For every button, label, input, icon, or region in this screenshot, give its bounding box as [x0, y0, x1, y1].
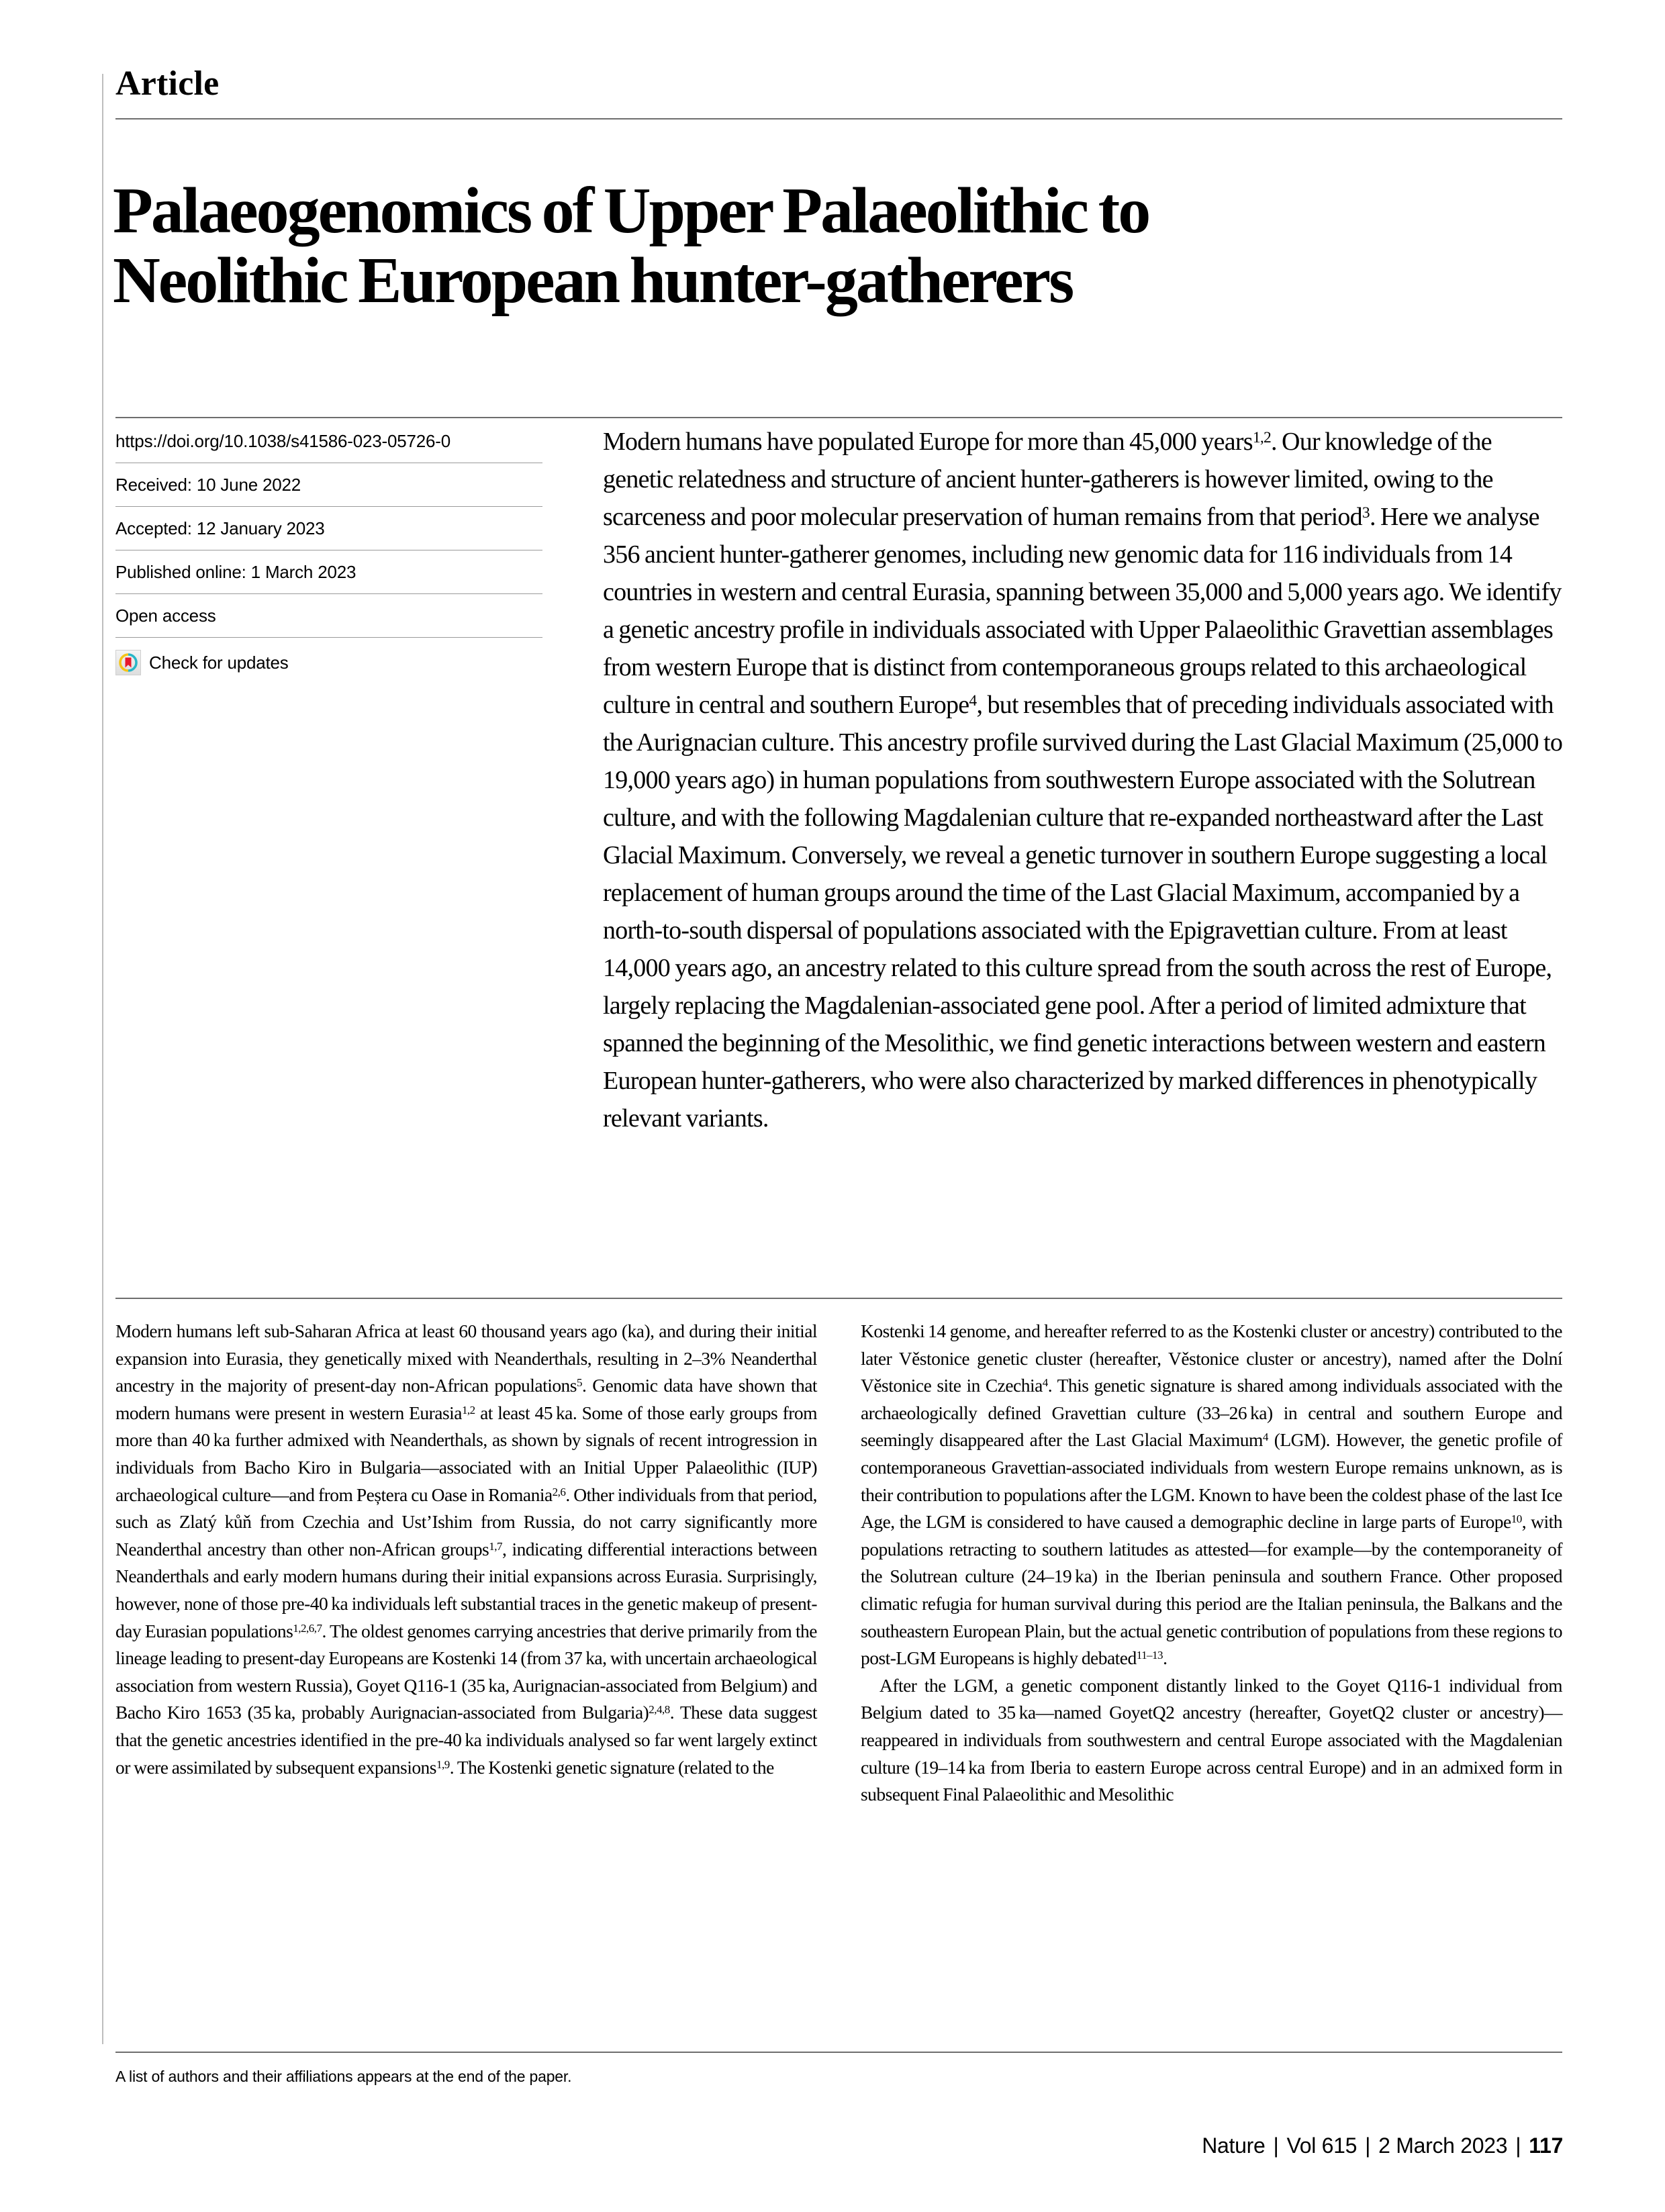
check-for-updates-label: Check for updates — [149, 653, 289, 673]
body-paragraph: After the LGM, a genetic component distantly linked to the Goyet Q116-1 individual from Belgium dated to 35 ka—named GoyetQ2 ancestry (hereafter, GoyetQ2 cluster or ancestry)—reappeared in individuals from southwestern and central Europe associated with the Magdalenian culture (19–14 ka from Iberia to eastern Europe across central Europe) and in an admixed form in subsequent Final Palaeolithic and Mesolithic — [861, 1674, 1562, 1805]
body-column-left — [115, 1318, 817, 1781]
footer-volume: Vol 615 — [1286, 2133, 1358, 2158]
footer-separator-3: | — [1515, 2133, 1521, 2158]
footer-separator-2: | — [1365, 2133, 1371, 2158]
footer-separator-1: | — [1273, 2133, 1279, 2158]
crossmark-icon — [115, 650, 141, 675]
page-title — [113, 176, 1576, 316]
open-access-label: Open access — [115, 594, 542, 638]
check-for-updates-button[interactable] — [115, 638, 542, 685]
body-paragraph: Kostenki 14 genome, and hereafter referred to as the Kostenki cluster or ancestry) contributed to the later Věstonice genetic cluster (hereafter, Věstonice cluster or ancestry), named after the Dolní Věstonice site in Czechia$^4$. This genetic signature is shared among individuals associated with the archaeologically defined Gravettian culture (33–26 ka) in central and southern Europe and seemingly disappeared after the Last Glacial Maximum$^4$ (LGM). However, the genetic profile of contemporaneous Gravettian-associated individuals from western Europe remains unknown, as is their contribution to populations after the LGM. Known to have been the coldest phase of the last Ice Age, the LGM is considered to have caused a demographic decline in large parts of Europe$^{10}$, with populations retracting to southern latitudes as attested—for example—by the contemporaneity of the Solutrean culture (24–19 ka) in the Iberian peninsula and southern France. Other proposed climatic refugia for human survival during this period are the Italian peninsula, the Balkans and the southeastern European Plain, but the actual genetic contribution of populations from these regions to post-LGM Europeans is highly debated$^{11-13}$. — [861, 1320, 1563, 1669]
published-online-date: Published online: 1 March 2023 — [115, 550, 542, 594]
footer-page-number: 117 — [1529, 2133, 1563, 2158]
page-title-line-1: Palaeogenomics of Upper Palaeolithic to — [113, 174, 1149, 247]
footnote-divider — [115, 2052, 1562, 2053]
abstract-text: Modern humans have populated Europe for more than 45,000 years$^{1,2}$. Our knowledge of the genetic relatedness and structure of ancient hunter-gatherers is however limited, owing to the scarceness and poor molecular preservation of human remains from that period$^3$. Here we analyse 356 ancient hunter-gatherer genomes, including new genomic data for 116 individuals from 14 countries in western and central Eurasia, spanning between 35,000 and 5,000 years ago. We identify a genetic ancestry profile in individuals associated with Upper Palaeolithic Gravettian assemblages from western Europe that is distinct from contemporaneous groups related to this archaeological culture in central and southern Europe$^4$, but resembles that of preceding individuals associated with the Aurignacian culture. This ancestry profile survived during the Last Glacial Maximum (25,000 to 19,000 years ago) in human populations from southwestern Europe associated with the Solutrean culture, and with the following Magdalenian culture that re-expanded northeastward after the Last Glacial Maximum. Conversely, we reveal a genetic turnover in southern Europe suggesting a local replacement of human groups around the time of the Last Glacial Maximum, accompanied by a north-to-south dispersal of populations associated with the Epigravettian culture. From at least 14,000 years ago, an ancestry related to this culture spread from the south across the rest of Europe, largely replacing the Magdalenian-associated gene pool. After a period of limited admixture that spanned the beginning of the Mesolithic, we find genetic interactions between western and eastern European hunter-gatherers, who were also characterized by marked differences in phenotypically relevant variants. — [603, 428, 1563, 1133]
received-date: Received: 10 June 2022 — [115, 463, 542, 507]
article-kicker: Article — [115, 64, 220, 103]
body-paragraph: Modern humans left sub-Saharan Africa at least 60 thousand years ago (ka), and during their initial expansion into Eurasia, they genetically mixed with Neanderthals, resulting in 2–3% Neanderthal ancestry in the majority of present-day non-African populations$^5$. Genomic data have shown that modern humans were present in western Eurasia$^{1,2}$ at least 45 ka. Some of those early groups from more than 40 ka further admixed with Neanderthals, as shown by signals of recent introgression in individuals from Bacho Kiro in Bulgaria—associated with an Initial Upper Palaeolithic (IUP) archaeological culture—and from Peștera cu Oase in Romania$^{2,6}$. Other individuals from that period, such as Zlatý kůň from Czechia and Ust’Ishim from Russia, do not carry significantly more Neanderthal ancestry than other non-African groups$^{1,7}$, indicating differential interactions between Neanderthals and early modern humans during their initial expansions across Eurasia. Surprisingly, however, none of those pre-40 ka individuals left substantial traces in the genetic makeup of present-day Eurasian populations$^{1,2,6,7}$. The oldest genomes carrying ancestries that derive primarily from the lineage leading to present-day Europeans are Kostenki 14 (from 37 ka, with uncertain archaeological association from western Russia), Goyet Q116-1 (35 ka, Aurignacian-associated from Belgium) and Bacho Kiro 1653 (35 ka, probably Aurignacian-associated from Bulgaria)$^{2,4,8}$. These data suggest that the genetic ancestries identified in the pre-40 ka individuals analysed so far went largely extinct or were assimilated by subsequent expansions$^{1,9}$. The Kostenki genetic signature (related to the — [115, 1320, 818, 1778]
abstract-top-divider — [115, 417, 1562, 418]
author-affiliations-note: A list of authors and their affiliations appears at the end of the paper. — [115, 2068, 572, 2085]
accepted-date: Accepted: 12 January 2023 — [115, 507, 542, 550]
footer-journal-name: Nature — [1202, 2133, 1266, 2158]
left-vertical-rule — [102, 74, 103, 2044]
doi-link[interactable]: https://doi.org/10.1038/s41586-023-05726-0 — [115, 420, 542, 463]
header-divider — [115, 118, 1562, 119]
footer-date: 2 March 2023 — [1378, 2133, 1508, 2158]
page-title-line-2: Neolithic European hunter-gatherers — [113, 244, 1073, 317]
page-footer — [1202, 2132, 1563, 2159]
body-top-divider — [115, 1298, 1562, 1299]
article-metadata-panel — [115, 420, 542, 685]
body-column-right — [861, 1318, 1562, 1809]
